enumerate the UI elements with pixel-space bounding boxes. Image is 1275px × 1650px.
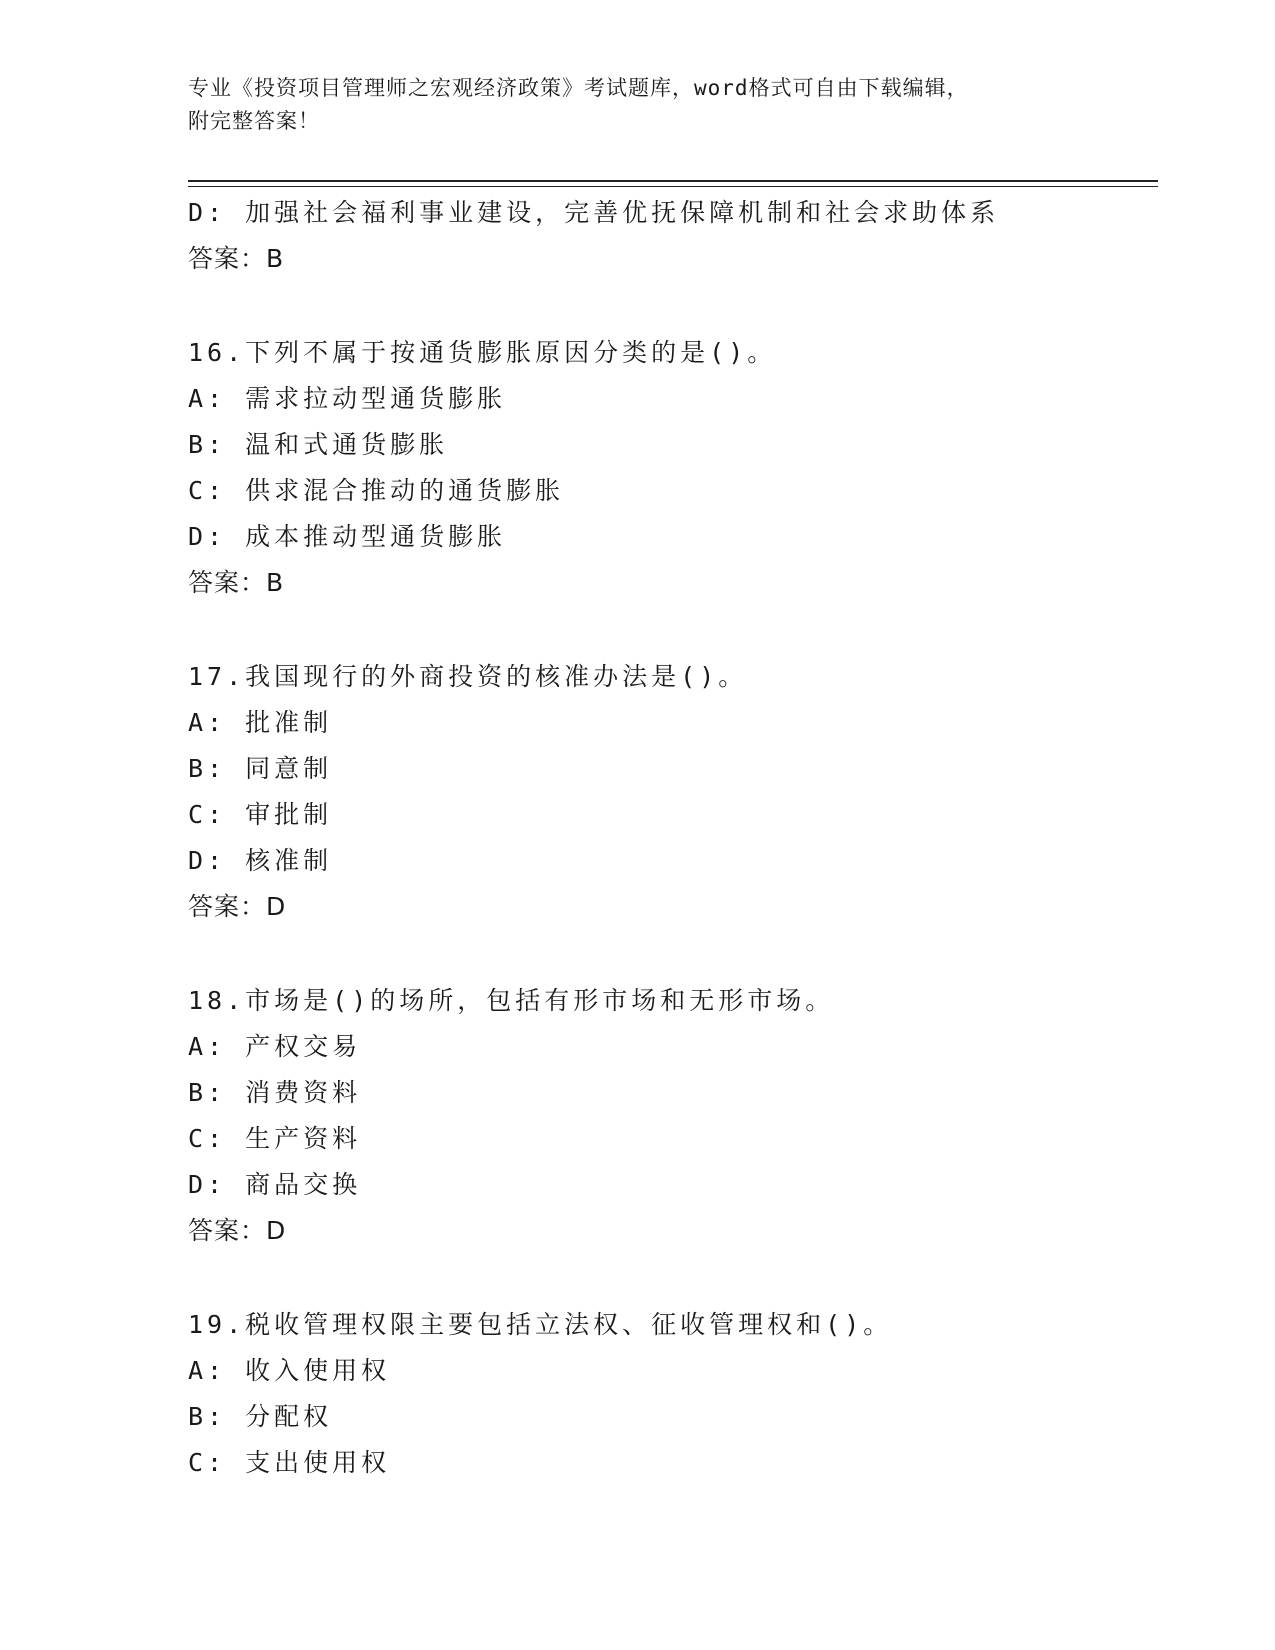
question-19 bbox=[188, 1302, 1158, 1486]
header-divider-top bbox=[188, 180, 1158, 182]
answer-line: 答案：B bbox=[188, 244, 285, 273]
option-d: D: 成本推动型通货膨胀 bbox=[188, 522, 507, 551]
option-b: B: 消费资料 bbox=[188, 1078, 362, 1107]
question-text: 18.市场是()的场所，包括有形市场和无形市场。 bbox=[188, 986, 835, 1015]
option-d: D: 加强社会福利事业建设，完善优抚保障机制和社会求助体系 bbox=[188, 198, 1000, 227]
option-b: B: 同意制 bbox=[188, 754, 333, 783]
header-line-2: 附完整答案！ bbox=[188, 109, 320, 133]
question-17 bbox=[188, 654, 1158, 930]
option-c: C: 供求混合推动的通货膨胀 bbox=[188, 476, 565, 505]
document-header bbox=[188, 72, 1088, 138]
question-text: 19.税收管理权限主要包括立法权、征收管理权和()。 bbox=[188, 1310, 893, 1339]
option-d: D: 核准制 bbox=[188, 846, 333, 875]
question-18 bbox=[188, 978, 1158, 1254]
option-b: B: 温和式通货膨胀 bbox=[188, 430, 449, 459]
question-content bbox=[188, 190, 1158, 1486]
option-a: A: 收入使用权 bbox=[188, 1356, 391, 1385]
option-a: A: 产权交易 bbox=[188, 1032, 362, 1061]
header-line-1: 专业《投资项目管理师之宏观经济政策》考试题库，word格式可自由下载编辑， bbox=[188, 76, 969, 100]
option-a: A: 批准制 bbox=[188, 708, 333, 737]
header-divider-bottom bbox=[188, 186, 1158, 187]
question-text: 17.我国现行的外商投资的核准办法是()。 bbox=[188, 662, 748, 691]
question-15-fragment bbox=[188, 190, 1158, 282]
option-c: C: 生产资料 bbox=[188, 1124, 362, 1153]
option-c: C: 审批制 bbox=[188, 800, 333, 829]
option-d: D: 商品交换 bbox=[188, 1170, 362, 1199]
option-c: C: 支出使用权 bbox=[188, 1448, 391, 1477]
question-16 bbox=[188, 330, 1158, 606]
question-text: 16.下列不属于按通货膨胀原因分类的是()。 bbox=[188, 338, 777, 367]
option-b: B: 分配权 bbox=[188, 1402, 333, 1431]
answer-line: 答案：D bbox=[188, 1216, 287, 1245]
answer-line: 答案：B bbox=[188, 568, 285, 597]
answer-line: 答案：D bbox=[188, 892, 287, 921]
option-a: A: 需求拉动型通货膨胀 bbox=[188, 384, 507, 413]
